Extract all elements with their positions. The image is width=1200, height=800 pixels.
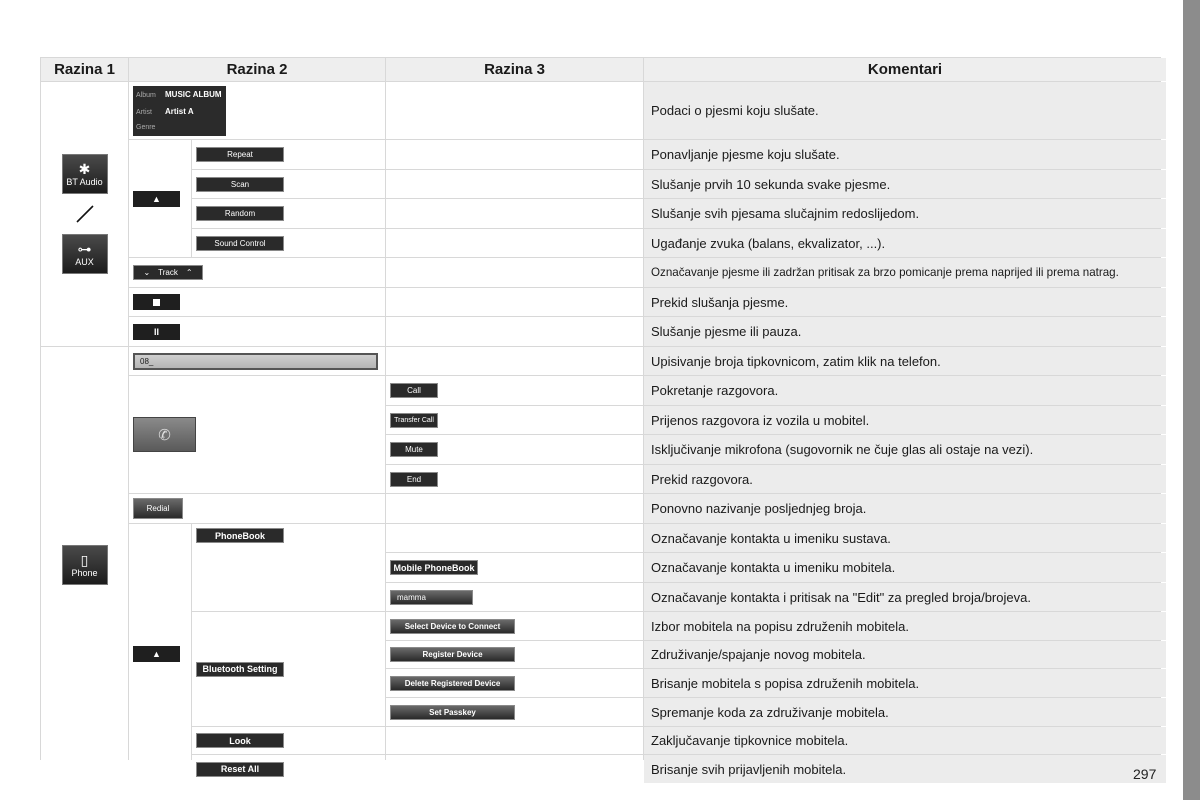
side-tab: [1183, 0, 1200, 800]
stop-icon: [153, 299, 160, 306]
phone-menu-up-button[interactable]: [133, 646, 180, 662]
artist-label: Artist: [136, 108, 152, 116]
mobile-phonebook-cell: [386, 553, 643, 582]
repeat-button[interactable]: Repeat: [196, 147, 284, 162]
chevron-down-icon: ⌄: [143, 268, 151, 277]
mobile-phone-icon: ▯: [80, 552, 89, 568]
bluetooth-setting-button[interactable]: Bluetooth Setting: [196, 662, 284, 677]
mute-button[interactable]: Mute: [390, 442, 438, 457]
scan-button[interactable]: Scan: [196, 177, 284, 192]
comment-reset-all: Brisanje svih prijavljenih mobitela.: [644, 755, 1166, 783]
bt-audio-label: BT Audio: [66, 177, 103, 187]
phone-menu-arrow-cell: [129, 524, 191, 783]
slash-divider: [73, 202, 97, 226]
bluetooth-setting-cell: [192, 612, 385, 726]
call-cell: [386, 376, 643, 405]
redial-button[interactable]: Redial: [133, 498, 183, 519]
transfer-call-cell: [386, 406, 643, 434]
comment-redial: Ponovno nazivanje posljednjeg broja.: [644, 494, 1166, 523]
pause-cell: [129, 317, 385, 346]
audio-source-cell: [41, 82, 128, 346]
comment-register-device: Združivanje/spajanje novog mobitela.: [644, 641, 1166, 668]
end-button[interactable]: End: [390, 472, 438, 487]
chevron-up-icon: ⌃: [185, 268, 193, 277]
call-button[interactable]: Call: [390, 383, 438, 398]
album-value: MUSIC ALBUM: [165, 90, 222, 100]
handset-button[interactable]: [133, 417, 196, 452]
empty-cell: [386, 199, 643, 228]
reset-all-cell: [192, 755, 385, 783]
empty-cell: [386, 140, 643, 169]
phone-source-cell: [41, 347, 128, 783]
comment-sound-control: Ugađanje zvuka (balans, ekvalizator, ...).: [644, 229, 1166, 257]
comment-number-input: Upisivanje broja tipkovnicom, zatim klik na telefon.: [644, 347, 1166, 375]
header-level1: Razina 1: [41, 58, 128, 81]
bluetooth-icon: ✱: [78, 161, 91, 177]
track-button[interactable]: [133, 265, 203, 280]
lock-button[interactable]: Look: [196, 733, 284, 748]
pause-icon: II: [153, 326, 159, 337]
phonebook-button[interactable]: PhoneBook: [196, 528, 284, 543]
repeat-cell: [192, 140, 385, 169]
comment-track: Označavanje pjesme ili zadržan pritisak za brzo pomicanje prema naprijed ili prema natrag.: [644, 258, 1166, 287]
pause-button[interactable]: [133, 324, 180, 340]
number-input-field[interactable]: 08_: [133, 353, 378, 370]
empty-cell: [386, 82, 643, 139]
random-button[interactable]: Random: [196, 206, 284, 221]
comment-scan: Slušanje prvih 10 sekunda svake pjesme.: [644, 170, 1166, 198]
sound-control-cell: [192, 229, 385, 257]
comment-pause: Slušanje pjesme ili pauza.: [644, 317, 1166, 346]
options-up-button[interactable]: [133, 191, 180, 207]
mute-cell: [386, 435, 643, 464]
empty-cell: [386, 170, 643, 198]
aux-label: AUX: [75, 257, 94, 267]
track-label: Track: [158, 268, 178, 277]
delete-device-cell: [386, 669, 643, 697]
comment-track-info: Podaci o pjesmi koju slušate.: [644, 82, 1166, 139]
aux-cable-icon: ⊶: [77, 241, 92, 257]
page-number: 297: [1133, 766, 1157, 782]
up-arrow-icon: ▲: [152, 648, 161, 659]
comment-transfer-call: Prijenos razgovora iz vozila u mobitel.: [644, 406, 1166, 434]
contact-mamma-item[interactable]: mamma: [390, 590, 473, 605]
header-comments: Komentari: [644, 58, 1166, 81]
stop-cell: [129, 288, 385, 316]
comment-mobile-phonebook: Označavanje kontakta u imeniku mobitela.: [644, 553, 1166, 582]
sound-control-button[interactable]: Sound Control: [196, 236, 284, 251]
up-arrow-icon: ▲: [152, 193, 161, 204]
empty-cell: [386, 258, 643, 287]
number-input-cell: [129, 347, 385, 375]
comment-delete-device: Brisanje mobitela s popisa združenih mobitela.: [644, 669, 1166, 697]
comment-phonebook: Označavanje kontakta u imeniku sustava.: [644, 524, 1166, 552]
lock-cell: [192, 727, 385, 754]
empty-cell: [386, 347, 643, 375]
phone-handset-icon: ✆: [158, 426, 171, 444]
end-cell: [386, 465, 643, 493]
phonebook-cell: [192, 524, 385, 611]
bt-audio-tile[interactable]: [62, 154, 108, 194]
random-cell: [192, 199, 385, 228]
delete-device-button[interactable]: Delete Registered Device: [390, 676, 515, 691]
comment-random: Slušanje svih pjesama slučajnim redoslijedom.: [644, 199, 1166, 228]
empty-cell: [386, 755, 643, 783]
comment-set-passkey: Spremanje koda za združivanje mobitela.: [644, 698, 1166, 726]
track-cell: [129, 258, 385, 287]
contact-cell: [386, 583, 643, 611]
set-passkey-button[interactable]: Set Passkey: [390, 705, 515, 720]
comment-lock: Zaključavanje tipkovnice mobitela.: [644, 727, 1166, 754]
redial-cell: [129, 494, 385, 523]
empty-cell: [386, 288, 643, 316]
comment-stop: Prekid slušanja pjesme.: [644, 288, 1166, 316]
comment-end: Prekid razgovora.: [644, 465, 1166, 493]
handset-cell: [129, 376, 385, 493]
stop-button[interactable]: [133, 294, 180, 310]
options-arrow-cell: [129, 140, 191, 257]
header-level3: Razina 3: [386, 58, 643, 81]
mobile-phonebook-button[interactable]: Mobile PhoneBook: [390, 560, 478, 575]
scan-cell: [192, 170, 385, 198]
aux-tile[interactable]: [62, 234, 108, 274]
track-info-panel: [133, 86, 226, 136]
phone-tile[interactable]: [62, 545, 108, 585]
comment-select-device: Izbor mobitela na popisu združenih mobitela.: [644, 612, 1166, 640]
empty-cell: [386, 229, 643, 257]
comment-repeat: Ponavljanje pjesme koju slušate.: [644, 140, 1166, 169]
transfer-call-button[interactable]: Transfer Call: [390, 413, 438, 428]
comment-contact: Označavanje kontakta i pritisak na "Edit" za pregled broja/brojeva.: [644, 583, 1166, 611]
genre-label: Genre: [136, 123, 156, 131]
empty-cell: [386, 494, 643, 523]
select-device-button[interactable]: Select Device to Connect: [390, 619, 515, 634]
artist-value: Artist A: [165, 106, 194, 116]
track-info-cell: [129, 82, 385, 139]
header-level2: Razina 2: [129, 58, 385, 81]
album-label: Album: [136, 92, 156, 100]
empty-cell: [386, 317, 643, 346]
empty-cell: [386, 524, 643, 552]
register-device-cell: [386, 641, 643, 668]
set-passkey-cell: [386, 698, 643, 726]
comment-call: Pokretanje razgovora.: [644, 376, 1166, 405]
register-device-button[interactable]: Register Device: [390, 647, 515, 662]
select-device-cell: [386, 612, 643, 640]
comment-mute: Isključivanje mikrofona (sugovornik ne čuje glas ali ostaje na vezi).: [644, 435, 1166, 464]
phone-label: Phone: [71, 568, 98, 578]
empty-cell: [386, 727, 643, 754]
reset-all-button[interactable]: Reset All: [196, 762, 284, 777]
